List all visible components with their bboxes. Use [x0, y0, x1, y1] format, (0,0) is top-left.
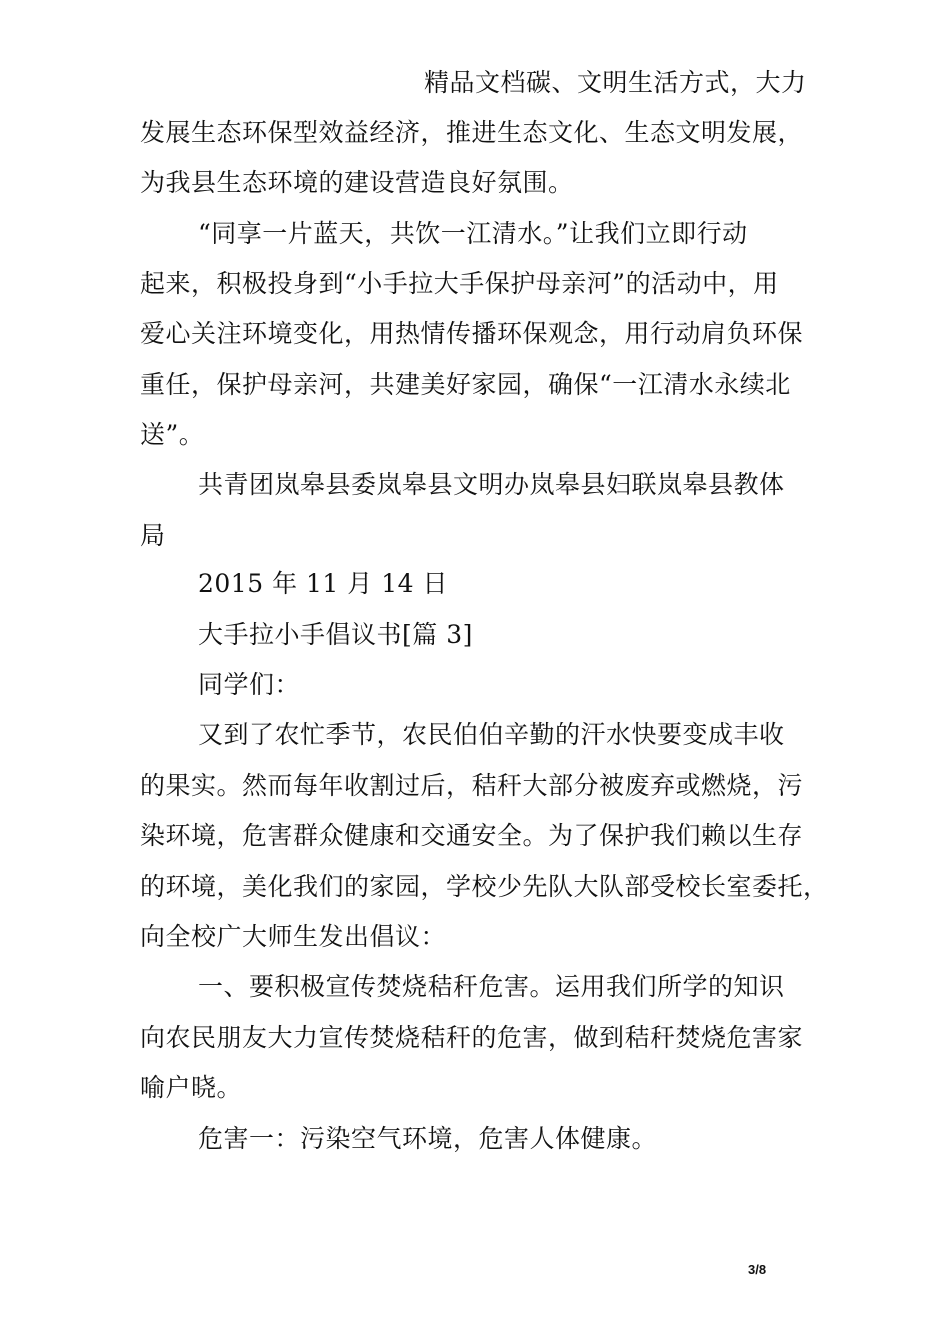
- text-line-2: 发展生态环保型效益经济，推进生态文化、生态文明发展，: [140, 118, 804, 147]
- text-line-7: 重任，保护母亲河，共建美好家园，确保“一江清水永续北: [140, 370, 791, 399]
- text-line-3: 为我县生态环境的建设营造良好氛围。: [140, 168, 574, 197]
- section-title: 大手拉小手倡议书[篇 3]: [198, 620, 473, 649]
- text-line-16: 染环境，危害群众健康和交通安全。为了保护我们赖以生存: [140, 821, 804, 850]
- text-line-1: 碳、文明生活方式，大力: [526, 68, 807, 97]
- text-line-15: 的果实。然而每年收割过后，秸秆大部分被废弃或燃烧，污: [140, 771, 804, 800]
- text-line-21: 喻户晓。: [140, 1073, 243, 1102]
- paragraph-start: 又到了农忙季节，农民伯伯辛勤的汗水快要变成丰收: [198, 720, 785, 749]
- text-line-8: 送”。: [140, 420, 205, 449]
- text-line-5: 起来，积极投身到“小手拉大手保护母亲河”的活动中，用: [140, 269, 779, 298]
- text-line-17: 的环境，美化我们的家园，学校少先队大队部受校长室委托，: [140, 872, 829, 901]
- text-line-20: 向农民朋友大力宣传焚烧秸秆的危害，做到秸秆焚烧危害家: [140, 1023, 804, 1052]
- header-watermark-text: 精品文档: [424, 68, 527, 97]
- first-line: [424, 68, 807, 98]
- text-line-6: 爱心关注环境变化，用热情传播环保观念，用行动肩负环保: [140, 319, 804, 348]
- paragraph-start: 一、要积极宣传焚烧秸秆危害。运用我们所学的知识: [198, 972, 785, 1001]
- date-line: 2015 年 11 月 14 日: [198, 569, 448, 598]
- signature-continuation: 局: [140, 521, 166, 550]
- signature-line: 共青团岚皋县委岚皋县文明办岚皋县妇联岚皋县教体: [198, 470, 785, 499]
- paragraph-start: “同享一片蓝天，共饮一江清水。”让我们立即行动: [198, 219, 748, 248]
- paragraph-start: 危害一：污染空气环境，危害人体健康。: [198, 1124, 658, 1153]
- page-number: 3/8: [748, 1262, 767, 1277]
- text-line-18: 向全校广大师生发出倡议：: [140, 922, 447, 951]
- salutation: 同学们：: [198, 670, 301, 699]
